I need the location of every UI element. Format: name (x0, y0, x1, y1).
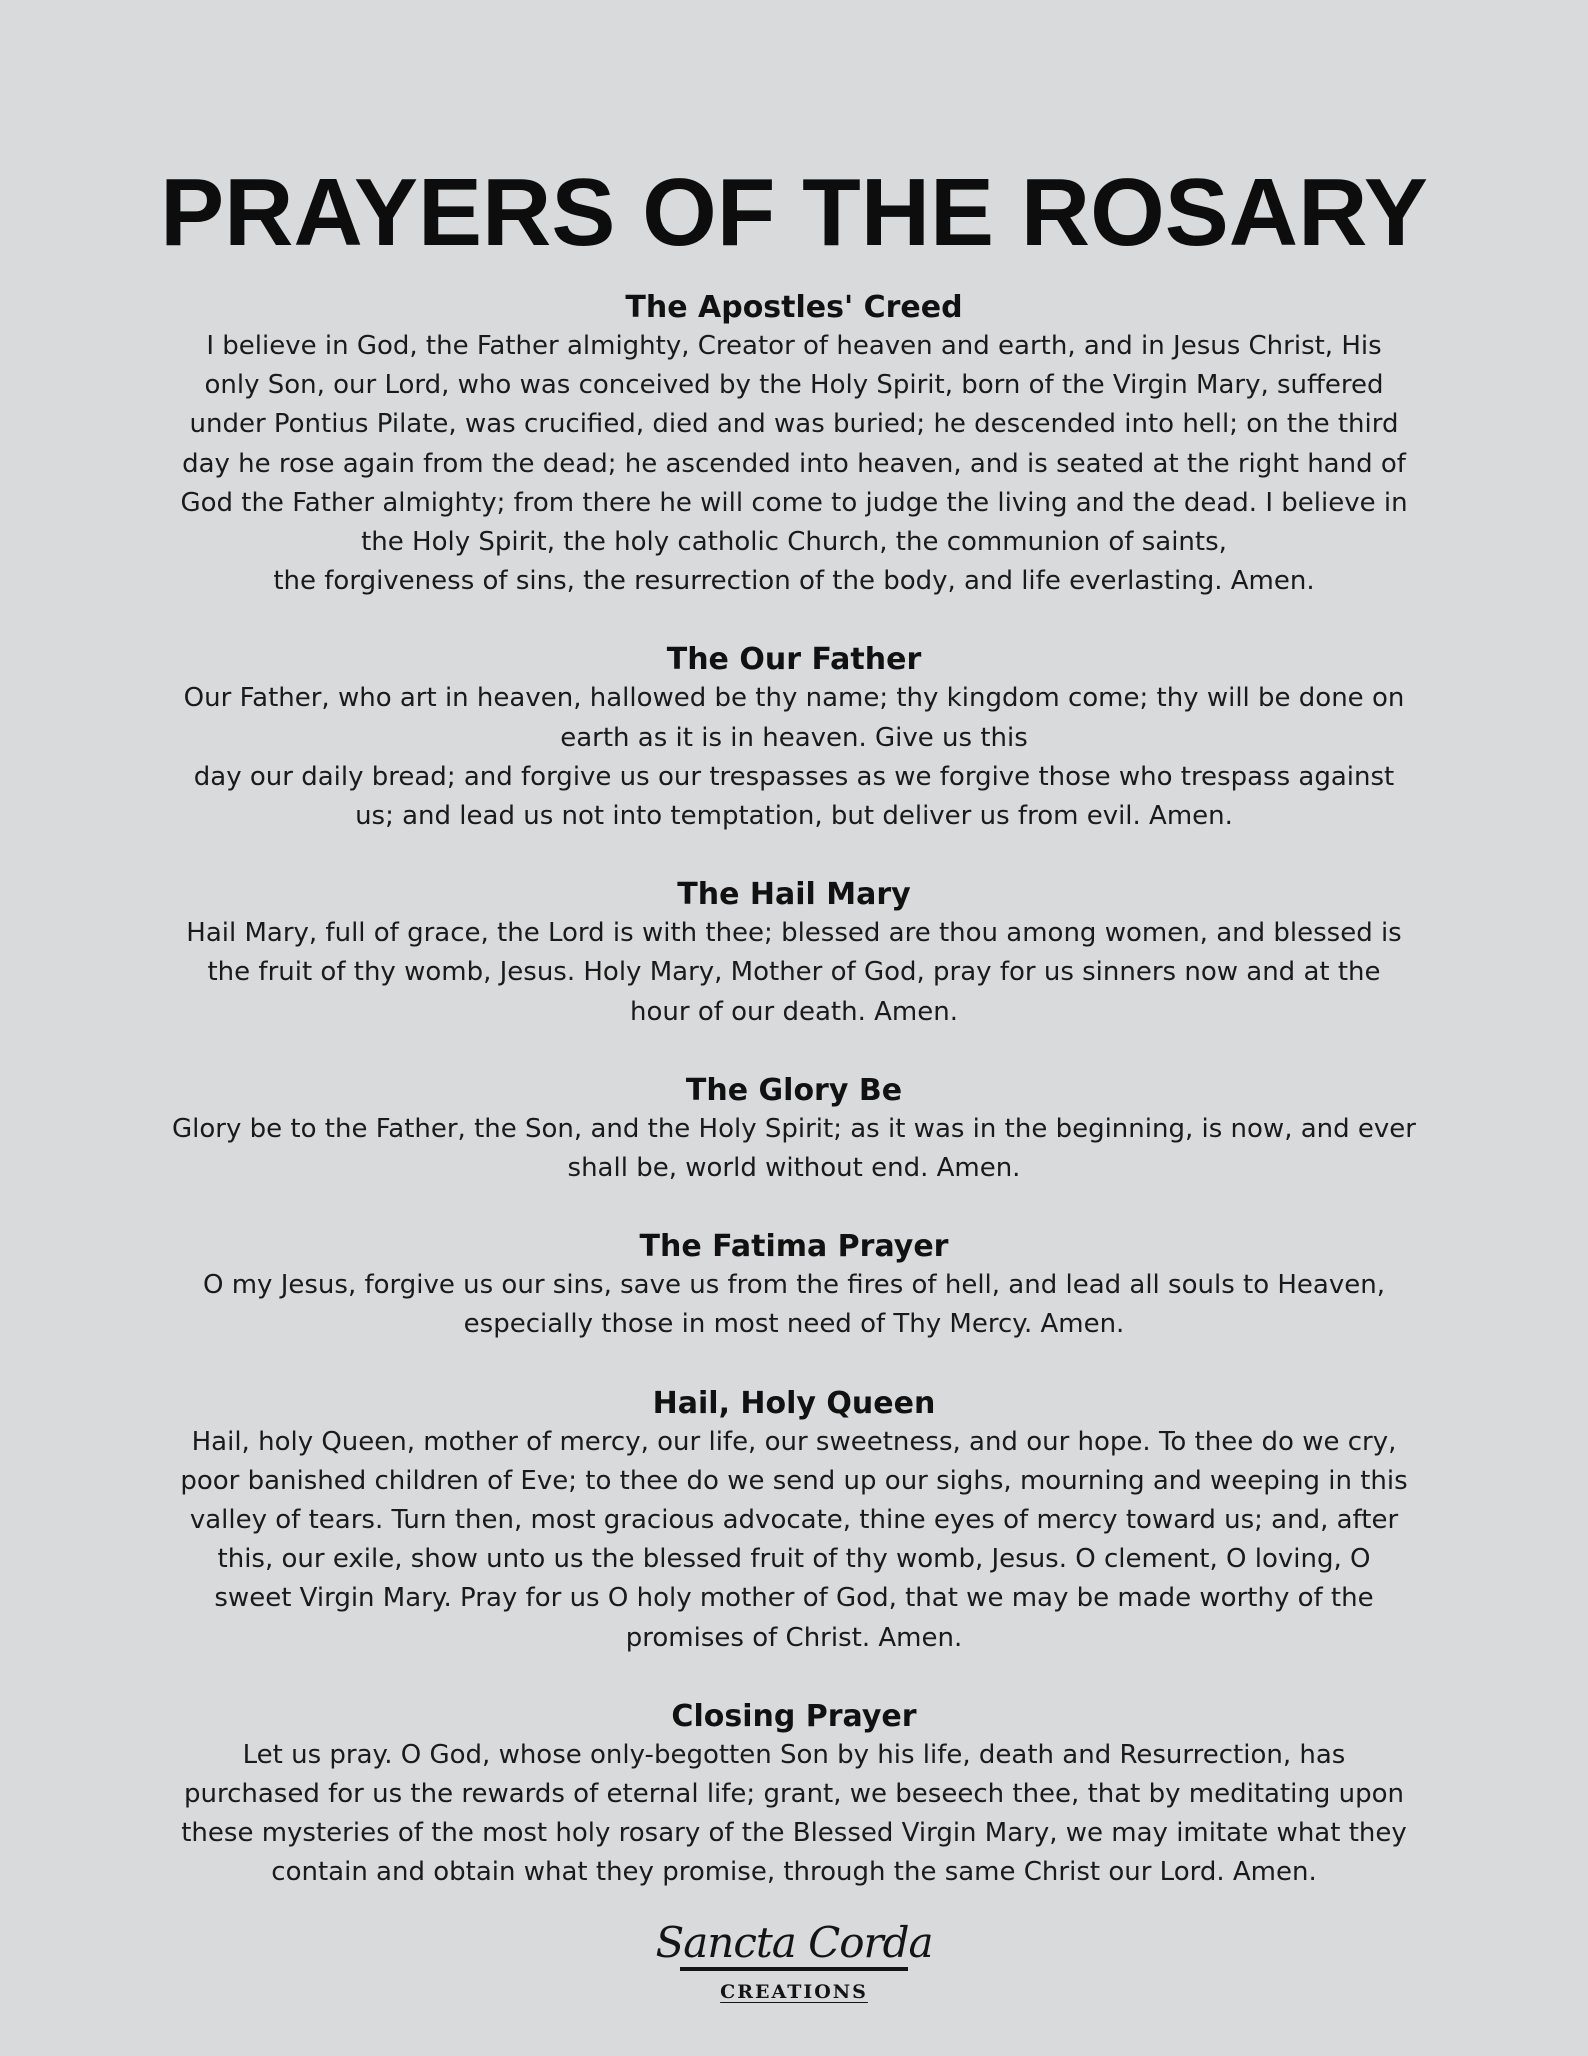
prayer-line: us; and lead us not into temptation, but deliver us from evil. Amen. (355, 801, 1233, 832)
prayer-line: Glory be to the Father, the Son, and the Holy Spirit; as it was in the beginning, is now, and ever (172, 1113, 1416, 1144)
logo-subtitle: CREATIONS (720, 1981, 868, 2003)
prayer-line: hour of our death. Amen. (630, 996, 958, 1027)
prayer-text (130, 914, 1458, 1032)
prayer-section (130, 1227, 1458, 1344)
prayer-line: sweet Virgin Mary. Pray for us O holy mother of God, that we may be made worthy of the (214, 1583, 1374, 1614)
logo-underline (680, 1967, 908, 1971)
prayer-text (130, 327, 1458, 601)
prayer-line: only Son, our Lord, who was conceived by the Holy Spirit, born of the Virgin Mary, suffered (204, 370, 1384, 401)
page-title: PRAYERS OF THE ROSARY (160, 159, 1428, 266)
prayer-line: the forgiveness of sins, the resurrection of the body, and life everlasting. Amen. (273, 566, 1315, 597)
prayer-section (130, 640, 1458, 836)
prayer-line: O my Jesus, forgive us our sins, save us from the fires of hell, and lead all souls to Heaven, (203, 1270, 1385, 1301)
prayer-heading: Closing Prayer (671, 1698, 917, 1734)
logo-script-text: Sancta Corda (655, 1918, 933, 1967)
prayer-line: purchased for us the rewards of eternal life; grant, we beseech thee, that by meditating upon (183, 1779, 1405, 1810)
prayer-line: under Pontius Pilate, was crucified, died and was buried; he descended into hell; on the third (189, 409, 1399, 440)
prayer-line: poor banished children of Eve; to thee do we send up our sighs, mourning and weeping in this (180, 1465, 1408, 1496)
prayer-line: valley of tears. Turn then, most gracious advocate, thine eyes of mercy toward us; and, after (189, 1505, 1399, 1536)
prayer-text (130, 1736, 1458, 1893)
prayer-heading: The Apostles' Creed (625, 290, 963, 325)
prayer-line: contain and obtain what they promise, through the same Christ our Lord. Amen. (271, 1857, 1317, 1888)
prayer-heading: The Hail Mary (677, 877, 911, 913)
prayer-heading: The Our Father (666, 642, 922, 678)
logo-script-mark (655, 1915, 933, 1977)
prayer-line: I believe in God, the Father almighty, Creator of heaven and earth, and in Jesus Christ, His (206, 331, 1382, 361)
prayer-section (130, 875, 1458, 1032)
prayers-list (130, 288, 1458, 1932)
prayer-line: day our daily bread; and forgive us our trespasses as we forgive those who trespass against (193, 761, 1395, 792)
prayer-text (130, 1423, 1458, 1658)
prayer-line: Hail, holy Queen, mother of mercy, our life, our sweetness, and our hope. To thee do we cry, (191, 1426, 1397, 1457)
prayer-line: day he rose again from the dead; he ascended into heaven, and is seated at the right hand of (182, 448, 1406, 479)
prayer-section (130, 1384, 1458, 1658)
prayer-line: Hail Mary, full of grace, the Lord is with thee; blessed are thou among women, and blessed is (186, 918, 1402, 949)
prayer-line: shall be, world without end. Amen. (567, 1153, 1021, 1184)
prayer-line: Let us pray. O God, whose only-begotten Son by his life, death and Resurrection, has (242, 1739, 1346, 1770)
prayer-text (130, 1110, 1458, 1188)
prayer-section (130, 288, 1458, 601)
prayer-line: especially those in most need of Thy Mercy. Amen. (463, 1309, 1125, 1340)
prayer-line: the Holy Spirit, the holy catholic Church, the communion of saints, (361, 527, 1227, 558)
prayer-line: earth as it is in heaven. Give us this (560, 722, 1028, 753)
prayer-section (130, 1697, 1458, 1893)
prayer-heading: The Glory Be (685, 1072, 903, 1108)
prayer-line: God the Father almighty; from there he will come to judge the living and the dead. I believe in (180, 487, 1408, 518)
brand-logo (655, 1915, 933, 2005)
prayer-line: promises of Christ. Amen. (625, 1622, 963, 1653)
prayer-heading: Hail, Holy Queen (652, 1385, 936, 1421)
prayer-text (130, 679, 1458, 836)
prayer-line: the fruit of thy womb, Jesus. Holy Mary, Mother of God, pray for us sinners now and at the (207, 957, 1381, 988)
prayer-text (130, 1266, 1458, 1344)
prayer-heading: The Fatima Prayer (639, 1229, 949, 1265)
prayer-line: these mysteries of the most holy rosary of the Blessed Virgin Mary, we may imitate what they (181, 1818, 1407, 1849)
prayer-line: this, our exile, show unto us the blessed fruit of thy womb, Jesus. O clement, O loving, O (217, 1544, 1371, 1575)
prayer-line: Our Father, who art in heaven, hallowed be thy name; thy kingdom come; thy will be done on (183, 683, 1405, 714)
prayer-section (130, 1071, 1458, 1188)
